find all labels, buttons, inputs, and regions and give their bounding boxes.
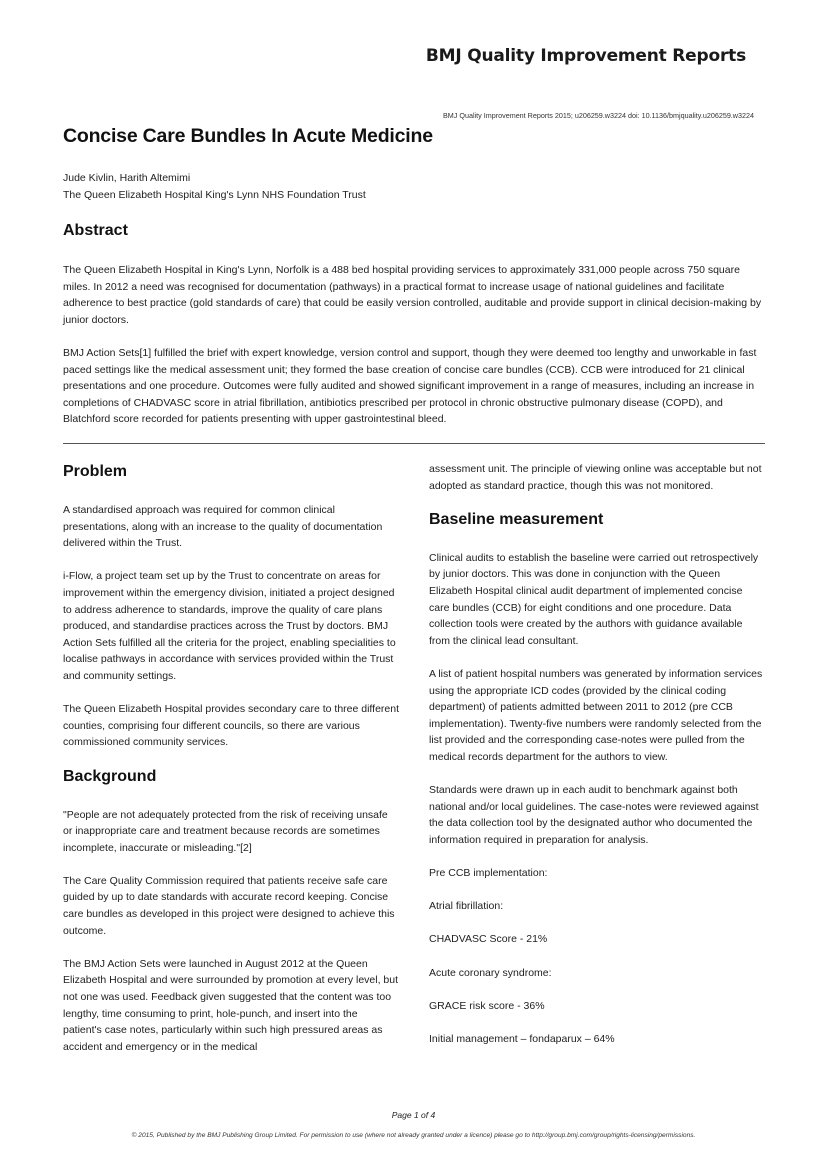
measure-label: Pre CCB implementation: bbox=[429, 867, 548, 880]
measure-value: CHADVASC Score - 21% bbox=[429, 933, 548, 946]
copyright-notice: © 2015, Published by the BMJ Publishing Group Limited. For permission to use (where not already granted under a licence) please go to http://group.bmj.com/group/rights-licensing/permissions. bbox=[131, 1132, 696, 1139]
measure-value: GRACE risk score - 36% bbox=[429, 999, 545, 1012]
measure-label: Atrial fibrillation: bbox=[429, 900, 504, 913]
abstract-body bbox=[63, 262, 765, 445]
body-paragraph: assessment unit. The principle of viewing online was acceptable but not adopted as standard practice, though this was not monitored. bbox=[429, 463, 762, 492]
measure-value: Initial management – fondaparux – 64% bbox=[429, 1033, 615, 1045]
article-title: Concise Care Bundles In Acute Medicine bbox=[63, 125, 433, 147]
affiliation: The Queen Elizabeth Hospital King's Lynn NHS Foundation Trust bbox=[63, 189, 366, 201]
body-paragraph: "People are not adequately protected from the risk of receiving unsafe or inappropriate care and treatment because records are sometimes incomplete, inaccurate or misleading."[2] bbox=[63, 808, 388, 854]
abstract-heading: Abstract bbox=[63, 222, 128, 239]
authors: Jude Kivlin, Harith Altemimi bbox=[63, 172, 191, 184]
body-paragraph: The Care Quality Commission required that patients receive safe care guided by up to date standards with accurate record keeping. Concise care bundles as developed in this project were designed to achieve this outcome. bbox=[63, 874, 395, 937]
problem-heading: Problem bbox=[63, 463, 128, 480]
right-column bbox=[429, 461, 765, 1064]
left-column bbox=[63, 458, 399, 1072]
page-number: Page 1 of 4 bbox=[391, 1110, 436, 1120]
body-paragraph: The Queen Elizabeth Hospital provides secondary care to three different counties, comprising four different councils, so there are various commissioned community services. bbox=[63, 703, 399, 749]
section-divider bbox=[63, 443, 765, 444]
abstract-paragraph: BMJ Action Sets[1] fulfilled the brief with expert knowledge, version control and support, though they were deemed too lengthy and unworkable in fast paced settings like the medical assessment unit; they formed the base creation of concise care bundles (CCB). CCB were introduced for 21 clinical presentations and one procedure. Outcomes were fully audited and showed significant improvement in a range of measures, including an increase in completions of CHADVASC score in atrial fibrillation, antibiotics prescribed per protocol in chronic obstructive pulmonary disease (COPD), and Blatchford score recorded for patients presenting with upper gastrointestinal bleed. bbox=[63, 346, 757, 426]
body-paragraph: A standardised approach was required for common clinical presentations, along with an increase to the quality of documentation delivered within the Trust. bbox=[63, 504, 383, 550]
citation-line: BMJ Quality Improvement Reports 2015; u206259.w3224 doi: 10.1136/bmjquality.u206259.w3224 bbox=[443, 111, 754, 120]
background-heading: Background bbox=[63, 767, 157, 785]
journal-brand: BMJ Quality Improvement Reports bbox=[425, 46, 746, 66]
baseline-heading: Baseline measurement bbox=[429, 510, 604, 528]
body-paragraph: i-Flow, a project team set up by the Trust to concentrate on areas for improvement within the emergency division, initiated a project designed to address adherence to standards, improve the quality of care plans produced, and standardise practices across the Trust by doctors. BMJ Action Sets fulfilled all the criteria for the project, enabling specialities to localise pathways in accordance with services provided within the Trust and community settings. bbox=[63, 570, 396, 682]
body-paragraph: The BMJ Action Sets were launched in August 2012 at the Queen Elizabeth Hospital and were surrounded by promotion at every level, but not one was used. Feedback given suggested that the content was too lengthy, time consuming to print, hole-punch, and insert into the patient's case notes, particularly within such high pressured areas as accident and emergency or in the medical bbox=[63, 957, 399, 1053]
body-paragraph: Clinical audits to establish the baseline were carried out retrospectively by junior doctors. This was done in conjunction with the Queen Elizabeth Hospital clinical audit department of implemented concise care bundles (CCB) for eight conditions and one procedure. Data collection tools were created by the authors with guidance available from the clinical lead consultant. bbox=[429, 551, 759, 647]
abstract-paragraph: The Queen Elizabeth Hospital in King's Lynn, Norfolk is a 488 bed hospital providing services to approximately 331,000 people across 750 square miles. In 2012 a need was recognised for documentation (pathways) in a practical format to increase usage of national guidelines and facilitate adherence to best practice (gold standards of care) that could be easily version controlled, auditable and provide support in clinical decision-making by junior doctors. bbox=[63, 264, 762, 326]
body-paragraph: Standards were drawn up in each audit to benchmark against both national and/or local guidelines. The case-notes were reviewed against the data collection tool by the designated author who documented the information required in preparation for analysis. bbox=[429, 784, 759, 846]
body-paragraph: A list of patient hospital numbers was generated by information services using the appropriate ICD codes (provided by the clinical coding department) of patients admitted between 2011 to 2012 (pre CCB implementation). Twenty-five numbers were randomly selected from the list provided and the corresponding case-notes were pulled from the medical records department for the authors to view. bbox=[429, 667, 763, 763]
author-block bbox=[63, 170, 366, 204]
measure-label: Acute coronary syndrome: bbox=[429, 966, 552, 979]
